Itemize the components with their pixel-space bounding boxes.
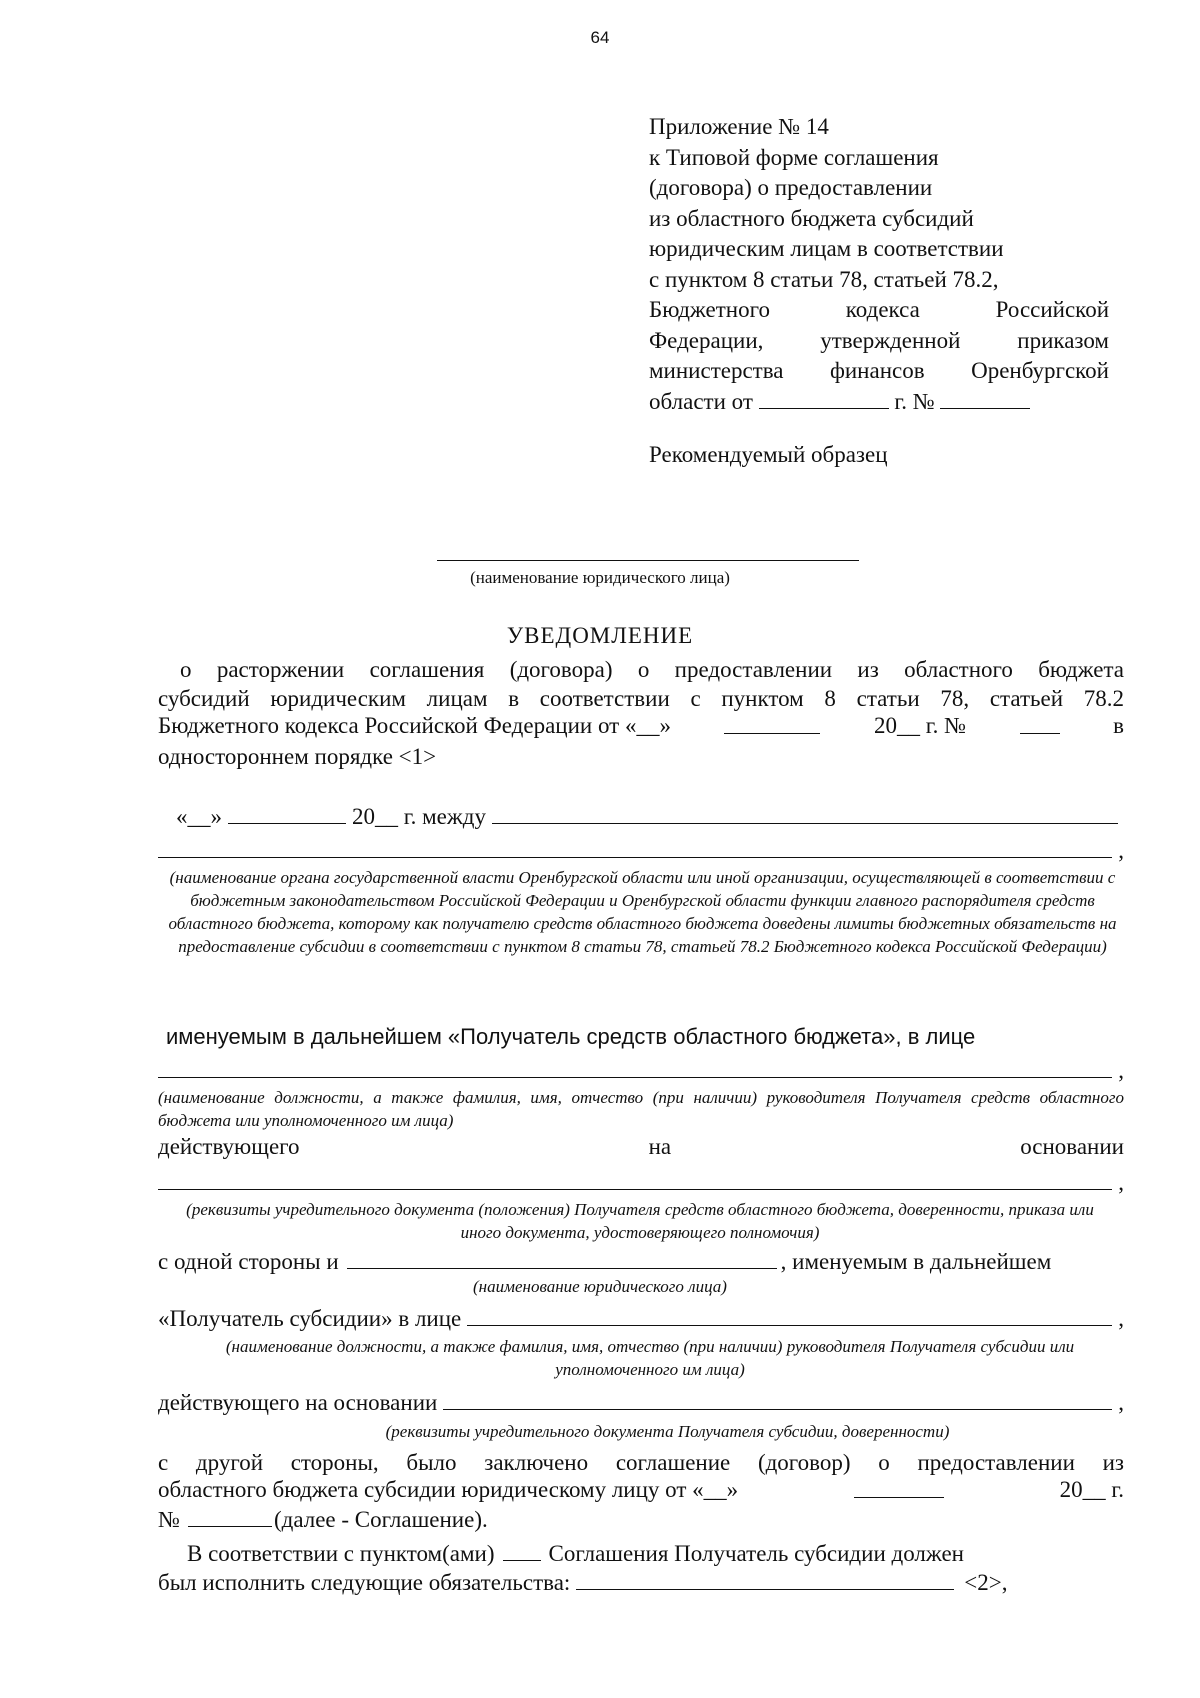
concluded-year-label: 20__ г.: [1059, 1477, 1124, 1502]
authority-name-blank: [492, 803, 1118, 824]
comma: ,: [1118, 1058, 1124, 1083]
on-word: на: [648, 1134, 672, 1159]
date-month-blank: [228, 803, 346, 824]
basis-line-row: [158, 1169, 1124, 1196]
date-between-row: [176, 803, 1124, 830]
comma: ,: [1118, 838, 1124, 863]
appendix-line: Приложение № 14: [649, 114, 829, 139]
authority-line-row: [158, 837, 1124, 864]
concluded-from-label: областного бюджета субсидии юридическому лицу от «__»: [158, 1477, 739, 1502]
concluded-line-1: с другой стороны, было заключено соглашение (договор) о предоставлении из: [158, 1450, 1124, 1475]
appendix-line: к Типовой форме соглашения: [649, 144, 939, 170]
concluded-line-3: [158, 1506, 1124, 1533]
named-label: , именуемым в дальнейшем: [780, 1249, 1052, 1274]
legal-entity-name-line: [437, 560, 859, 561]
recipient-face-row: [158, 1305, 1124, 1332]
recipient-face-label: «Получатель субсидии» в лице: [158, 1306, 462, 1331]
authority-name-blank-2: [158, 837, 1112, 858]
basis-doc-blank: [158, 1169, 1112, 1190]
head-line-row: [158, 1057, 1124, 1084]
appendix-header: [649, 112, 1109, 417]
date-day: «__»: [176, 804, 222, 829]
recipient-basis-row: [158, 1389, 1124, 1416]
concluded-number-label: №: [158, 1507, 180, 1532]
subject-month-blank: [724, 713, 820, 734]
appendix-line: юридическим лицам в соответствии: [649, 236, 1004, 261]
clause-number-blank: [503, 1540, 541, 1561]
acting-basis-row: [158, 1134, 1124, 1160]
one-side-row: [158, 1248, 1124, 1275]
document-title: УВЕДОМЛЕНИЕ: [506, 623, 694, 648]
comma: ,: [1118, 1306, 1124, 1331]
subject-line-4: одностороннем порядке <1>: [158, 744, 437, 769]
head-note: (наименование должности, а также фамилия, имя, отчество (при наличии) руководителя Получателя средств областного бюджета или уполномоченного им лица): [158, 1088, 1124, 1130]
subject-line-2: субсидий юридическим лицам в соответствии с пунктом 8 статьи 78, статьей 78.2: [158, 686, 1124, 711]
appendix-date-label: области от: [649, 388, 753, 414]
subject-in-label: в: [1113, 713, 1124, 738]
recipient-head-blank: [467, 1305, 1112, 1326]
obligations-must-label: Соглашения Получатель субсидии должен: [548, 1541, 964, 1566]
obligations-line-1: [187, 1540, 1153, 1567]
recipient-head-note: (наименование должности, а также фамилия, имя, отчество (при наличии) руководителя Получателя субсидии или уполномоченного им лица): [225, 1337, 1075, 1379]
obligations-blank: [576, 1569, 954, 1590]
legal-entity-note: (наименование юридического лица): [473, 1277, 727, 1296]
subject-date-label: Бюджетного кодекса Российской Федерации от «__»: [158, 713, 671, 738]
recipient-basis-blank: [443, 1389, 1112, 1410]
basis-word: основании: [1020, 1134, 1124, 1159]
appendix-number-label: г. №: [894, 388, 935, 414]
order-date-blank: [759, 388, 889, 409]
one-side-label: с одной стороны и: [158, 1249, 339, 1274]
appendix-line: из областного бюджета субсидий: [649, 205, 974, 231]
concluded-month-blank: [854, 1477, 944, 1498]
concluded-number-blank: [188, 1506, 272, 1527]
date-year-between: 20__ г. между: [352, 804, 486, 829]
subject-number-blank: [1020, 713, 1060, 734]
authority-note: (наименование органа государственной власти Оренбургской области или иной организации, осуществляющей в соответствии с бюджетным законодательством Российской Федерации и Оренбургской области функции главного распорядителя средств областного бюджета, которому как получателю средств областного бюджета доведены лимиты бюджетных обязательств на предоставление субсидии в соответствии с пунктом 8 статьи 78, статьей 78.2 Бюджетного кодекса Российской Федерации): [168, 868, 1117, 956]
comma: ,: [1118, 1390, 1124, 1415]
subject-line-3: [158, 713, 1124, 739]
subject-line-1: о расторжении соглашения (договора) о предоставлении из областного бюджета: [180, 657, 1124, 682]
appendix-line: министерства финансов Оренбургской: [649, 358, 1109, 383]
obligations-line-2: [158, 1569, 1124, 1596]
acting-word: действующего: [158, 1134, 300, 1159]
obligations-footnote: <2>,: [964, 1570, 1008, 1595]
appendix-line: Федерации, утвержденной приказом: [649, 327, 1109, 353]
sample-label: Рекомендуемый образец: [649, 442, 888, 467]
order-number-blank: [940, 388, 1030, 409]
basis-doc-note: (реквизиты учредительного документа (положения) Получателя средств областного бюджета, доверенности, приказа или иного документа, удостоверяющего полномочия): [186, 1200, 1094, 1242]
page-number: 64: [590, 28, 610, 47]
appendix-line: (договора) о предоставлении: [649, 175, 933, 200]
appendix-line: с пунктом 8 статьи 78, статьей 78.2,: [649, 266, 999, 292]
obligations-list-label: был исполнить следующие обязательства:: [158, 1570, 571, 1595]
recipient-doc-note: (реквизиты учредительного документа Получателя субсидии, доверенности): [385, 1422, 950, 1441]
head-name-blank: [158, 1057, 1112, 1078]
appendix-order-line: [649, 387, 1109, 418]
legal-entity-caption: (наименование юридического лица): [470, 568, 730, 587]
recipient-basis-label: действующего на основании: [158, 1390, 438, 1415]
legal-entity-blank: [347, 1248, 777, 1269]
appendix-line: Бюджетного кодекса Российской: [649, 297, 1109, 322]
named-budget-text: именуемым в дальнейшем «Получатель средств областного бюджета», в лице: [166, 1024, 976, 1049]
obligations-clause-label: В соответствии с пунктом(ами): [187, 1541, 495, 1566]
concluded-hereinafter: (далее - Соглашение).: [273, 1507, 488, 1532]
comma: ,: [1118, 1170, 1124, 1195]
subject-year-label: 20__ г. №: [874, 713, 967, 738]
concluded-line-2: [158, 1477, 1124, 1503]
